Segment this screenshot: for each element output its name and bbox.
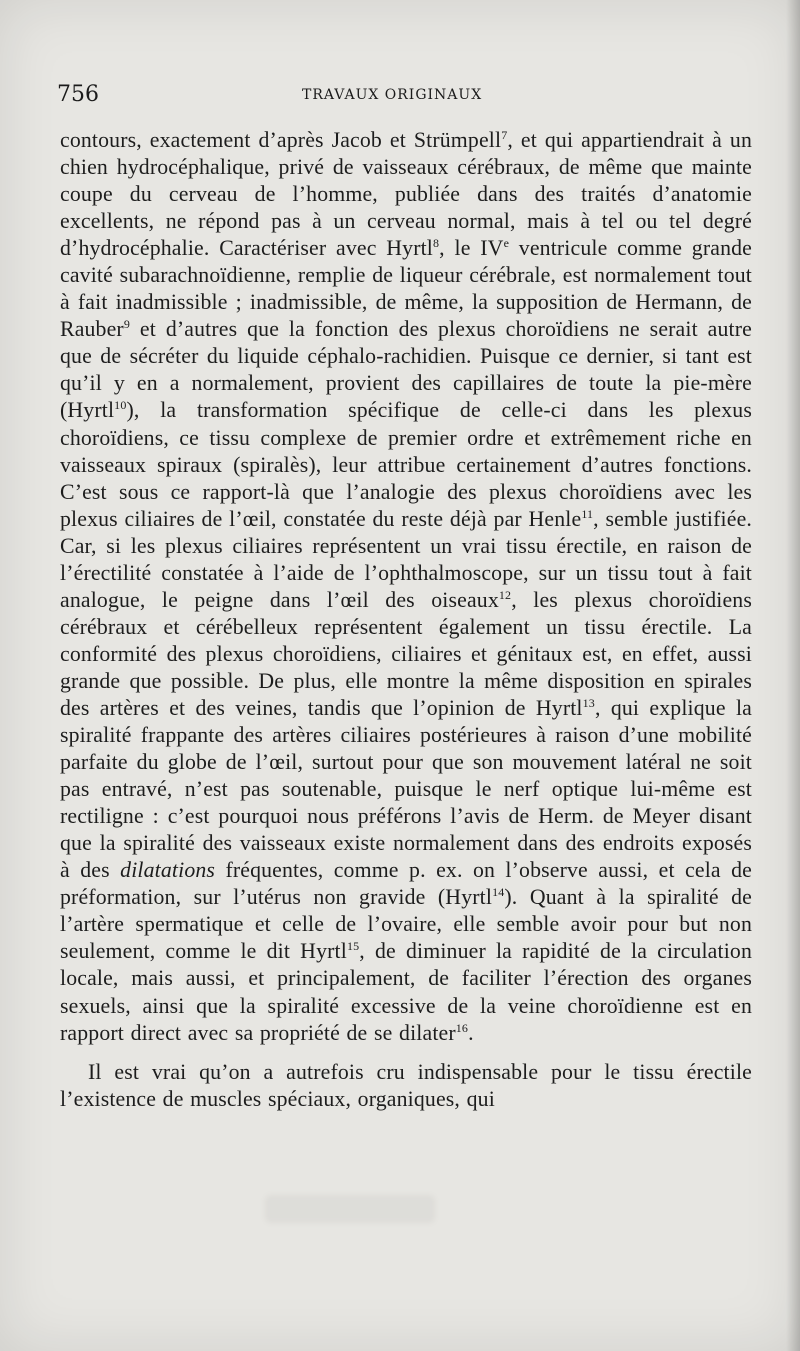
text-span: , les plexus choroïdiens cérébraux et cérébelleux représentent également un tissu érectile. La conformité des plexus choroïdiens, ciliaires et génitaux est, en effet, aussi grande que possible. De plus, elle montre la même disposition en spirales des artères et des veines, tandis que l’opinion de Hyrtl (60, 587, 752, 720)
footnote-ref-7: 7 (501, 128, 508, 142)
paragraph-2 (60, 1059, 752, 1113)
text-span: ventricule comme grande cavité subarachnoïdienne, remplie de liqueur cérébrale, est normalement tout à fait inadmissible ; inadmissible, de même, la supposition de Hermann, de Rauber (60, 236, 752, 342)
text-span: ), la transformation spécifique de celle-ci dans les plexus choroïdiens, ce tissu complexe de premier ordre et extrêmement riche en vaisseaux spiraux (spiralès), leur attribue certainement d’autres fonctions. C’est sous ce rapport-là que l’analogie des plexus choroïdiens avec les plexus ciliaires de l’œil, constatée du reste déjà par Henle (60, 398, 752, 531)
superscript-e: e (503, 236, 510, 251)
footnote-ref-14: 14 (492, 885, 505, 900)
italic-term: dilatations (120, 858, 216, 883)
print-smudge (265, 1195, 435, 1223)
footnote-ref-15: 15 (346, 939, 360, 954)
text-span: , qui explique la spiralité frappante des artères ciliaires postérieures à raison d’une mobilité parfaite du globe de l’œil, surtout pour que son mouvement latéral ne soit pas entravé, n’est pas soutenable, puisque le nerf optique lui-même est rectiligne : c’est pourquoi nous préférons l’avis de Herm. de Meyer disant que la spiralité des vaisseaux existe normalement dans des endroits exposés à des (60, 695, 752, 883)
text-span: fréquentes, comme p. ex. on l’observe aussi, et cela de préformation, sur l’utérus non gravide (Hyrtl (60, 858, 753, 910)
footnote-ref-10: 10 (114, 398, 127, 413)
footnote-ref-11: 11 (581, 506, 594, 521)
text-span: contours, exactement d’après Jacob et Strümpell (60, 128, 502, 152)
footnote-ref-13: 13 (582, 695, 595, 710)
footnote-ref-9: 9 (123, 317, 130, 332)
body-text (60, 127, 752, 1113)
page-header (57, 82, 747, 110)
paragraph-1 (60, 127, 752, 1047)
text-span: . (468, 1020, 474, 1045)
text-span: , de diminuer la rapidité de la circulation locale, mais aussi, et principalement, de faciliter l’érection des organes sexuels, ainsi que la spiralité excessive de la veine choroïdienne est en rapport direct avec sa propriété de se dilater (60, 939, 753, 1045)
paragraph-2-text: Il est vrai qu’on a autrefois cru indispensable pour le tissu érectile l’existence de muscles spéciaux, organiques, qui (60, 1059, 752, 1111)
page-edge-shadow (786, 0, 800, 1351)
text-span: ). Quant à la spiralité de l’artère spermatique et celle de l’ovaire, elle semble avoir pour but non seulement, comme le dit Hyrtl (60, 885, 752, 964)
text-span: , le IV (439, 236, 504, 261)
text-span: et d’autres que la fonction des plexus choroïdiens ne serait autre que de sécréter du liquide céphalo-rachidien. Puisque ce dernier, si tant est qu’il y en a normalement, provient des capillaires de toute la pie-mère (Hyrtl (60, 317, 752, 423)
footnote-ref-12: 12 (498, 587, 512, 602)
footnote-ref-16: 16 (455, 1020, 469, 1035)
footnote-ref-8: 8 (433, 236, 440, 251)
text-span: , et qui appartiendrait à un chien hydrocéphalique, privé de vaisseaux cérébraux, de même que mainte coupe du cerveau de l’homme, publiée dans des traités d’anatomie excellents, ne répond pas à un cerveau normal, mais à tel ou tel degré d’hydrocéphalie. Caractériser avec Hyrtl (60, 128, 753, 261)
running-head: TRAVAUX ORIGINAUX (302, 87, 483, 103)
text-span: , semble justifiée. Car, si les plexus ciliaires représentent un vrai tissu érectile, en raison de l’érectilité constatée à l’aide de l’ophthalmoscope, sur un tissu tout à fait analogue, le peigne dans l’œil des oiseaux (60, 506, 752, 612)
page-number: 756 (57, 82, 99, 107)
